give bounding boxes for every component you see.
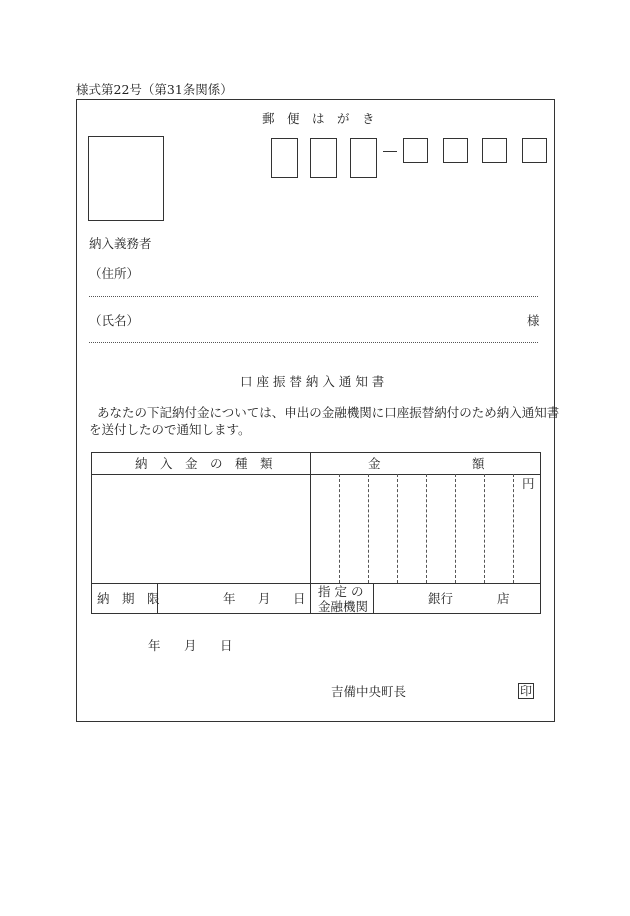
issuer: 吉備中央町長 <box>331 684 407 699</box>
postal-code-box-4[interactable] <box>403 138 428 163</box>
body-line-2: を送付したので通知します。 <box>89 422 251 437</box>
amount-header-1: 金 <box>368 456 381 471</box>
table-header-divider <box>91 474 541 475</box>
payment-table <box>91 452 541 614</box>
postal-code-box-6[interactable] <box>482 138 507 163</box>
bank-label: 銀行 <box>428 591 454 606</box>
table-row-divider <box>91 583 541 584</box>
digit-column-divider <box>426 474 427 583</box>
postal-code-box-1[interactable] <box>271 138 298 178</box>
stamp-box <box>88 136 164 221</box>
postal-code-dash <box>383 151 397 152</box>
due-label: 納 期 限 <box>97 591 160 606</box>
address-label: （住所） <box>89 266 140 281</box>
postal-code-box-7[interactable] <box>522 138 547 163</box>
payer-label: 納入義務者 <box>89 236 152 251</box>
designated-label-2: 金融機関 <box>318 599 369 614</box>
due-day: 日 <box>293 591 306 606</box>
due-month: 月 <box>258 591 271 606</box>
name-label: （氏名） <box>89 313 140 328</box>
due-year: 年 <box>223 591 236 606</box>
digit-column-divider <box>484 474 485 583</box>
seal-mark: 印 <box>519 684 532 698</box>
digit-column-divider <box>513 474 514 583</box>
postal-code-box-3[interactable] <box>350 138 377 178</box>
form-number: 様式第22号（第31条関係） <box>76 82 233 97</box>
amount-header-2: 額 <box>472 456 485 471</box>
yen-label: 円 <box>522 476 535 491</box>
digit-column-divider <box>455 474 456 583</box>
postcard-title: 郵 便 は が き <box>262 111 375 126</box>
postal-code-box-5[interactable] <box>443 138 468 163</box>
digit-column-divider <box>397 474 398 583</box>
type-header: 納 入 金 の 種 類 <box>135 456 273 471</box>
due-date-divider <box>310 583 311 614</box>
address-line <box>89 296 538 297</box>
honorific: 様 <box>527 313 540 328</box>
issue-year: 年 <box>148 638 161 653</box>
issue-day: 日 <box>220 638 233 653</box>
type-amount-divider <box>310 452 311 583</box>
notice-title: 口 座 振 替 納 入 通 知 書 <box>240 374 385 389</box>
issue-month: 月 <box>184 638 197 653</box>
digit-column-divider <box>339 474 340 583</box>
body-line-1: あなたの下記納付金については、申出の金融機関に口座振替納付のため納入通知書 <box>97 405 560 420</box>
name-line <box>89 342 538 343</box>
designated-label-1: 指 定 の <box>318 584 364 599</box>
branch-label: 店 <box>497 591 510 606</box>
institution-label-divider <box>373 583 374 614</box>
postal-code-box-2[interactable] <box>310 138 337 178</box>
digit-column-divider <box>368 474 369 583</box>
